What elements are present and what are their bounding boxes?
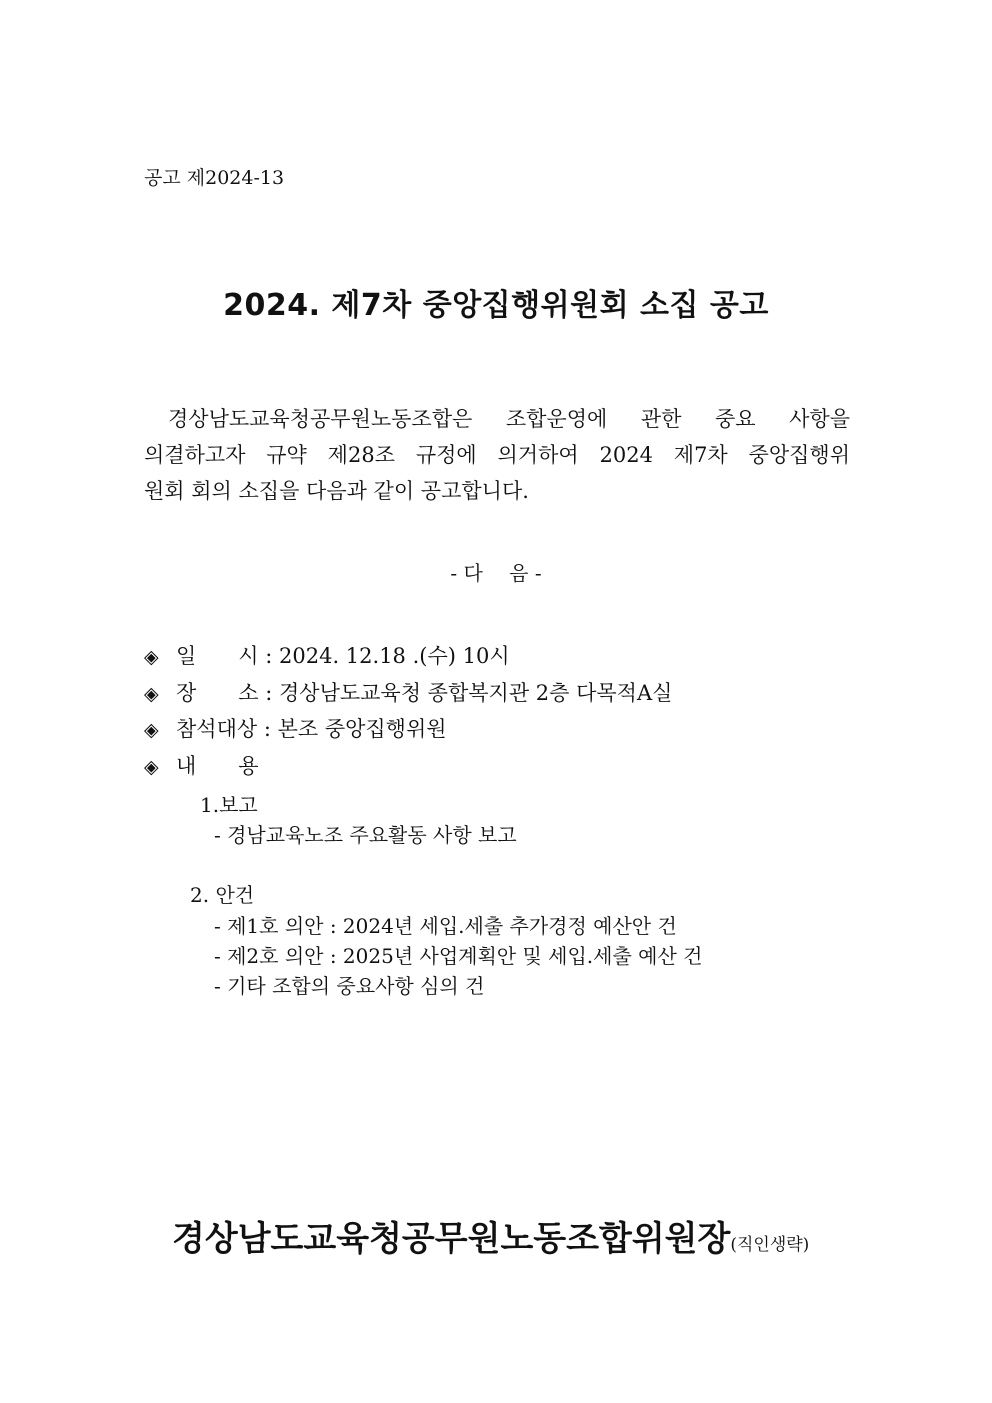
agenda-heading: 2. 안건 <box>190 883 255 907</box>
diamond-bullet-icon: ◈ <box>144 683 159 705</box>
item-datetime <box>144 640 510 670</box>
seal-omitted-note: (직인생략) <box>730 1235 810 1255</box>
content-label: 내 용 <box>176 754 259 778</box>
document-title: 2024. 제7차 중앙집행위원회 소집 공고 <box>223 288 769 323</box>
attendees-label: 참석대상 <box>176 717 258 741</box>
report-item: - 경남교육노조 주요활동 사항 보고 <box>214 823 517 847</box>
item-place <box>144 677 672 707</box>
following-heading: - 다 음 - <box>450 561 542 585</box>
intro-line-3: 원회 회의 소집을 다음과 같이 공고합니다. <box>144 479 529 503</box>
notice-number: 공고 제2024-13 <box>144 167 285 189</box>
intro-line-1: 경상남도교육청공무원노동조합은 조합운영에 관한 중요 사항을 <box>168 407 850 431</box>
attendees-value: : 본조 중앙집행위원 <box>257 717 447 741</box>
diamond-bullet-icon: ◈ <box>144 756 159 778</box>
signature-line <box>172 1211 809 1260</box>
agenda-item-2: - 제2호 의안 : 2025년 사업계획안 및 세입.세출 예산 건 <box>214 944 703 968</box>
agenda-item-3: - 기타 조합의 중요사항 심의 건 <box>214 974 485 998</box>
diamond-bullet-icon: ◈ <box>144 719 159 741</box>
item-content <box>144 750 259 780</box>
place-value: : 경상남도교육청 종합복지관 2층 다목적A실 <box>258 681 673 705</box>
datetime-label: 일 시 <box>176 644 259 668</box>
signature-name: 경상남도교육청공무원노동조합위원장 <box>172 1219 731 1259</box>
diamond-bullet-icon: ◈ <box>144 646 159 668</box>
datetime-value: : 2024. 12.18 .(수) 10시 <box>258 644 510 668</box>
report-heading: 1.보고 <box>200 793 258 817</box>
intro-line-2: 의결하고자 규약 제28조 규정에 의거하여 2024 제7차 중앙집행위 <box>144 443 850 467</box>
agenda-item-1: - 제1호 의안 : 2024년 세입.세출 추가경정 예산안 건 <box>214 914 677 938</box>
item-attendees <box>144 713 447 743</box>
place-label: 장 소 <box>176 681 259 705</box>
